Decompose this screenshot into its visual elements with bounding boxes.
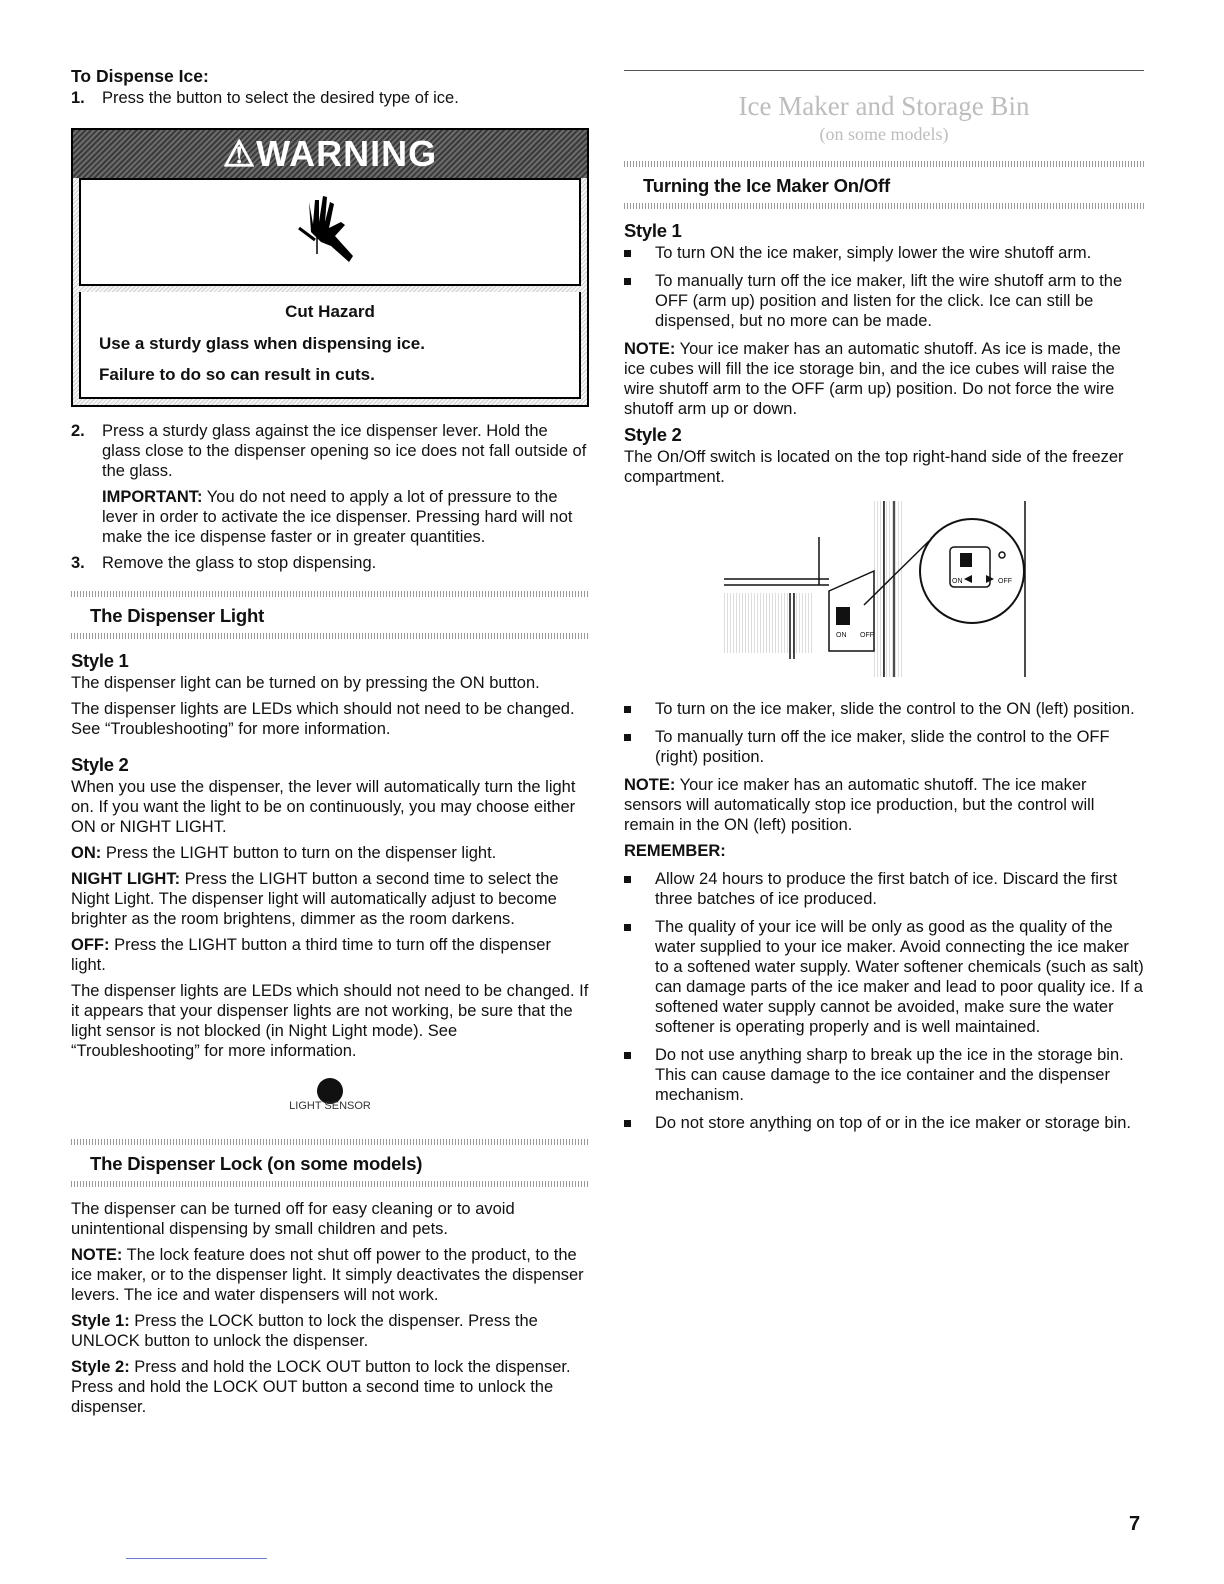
paragraph: When you use the dispenser, the lever will automatically turn the light on. If you want the light to be on continuously, you may choose either ON or NIGHT LIGHT.	[71, 778, 576, 836]
note-text: Your ice maker has an automatic shutoff. As ice is made, the ice cubes will fill the ice storage bin, and the ice cubes will raise the wire shutoff arm to the OFF (arm up) position. Do not force the wire shutoff arm up or down.	[624, 340, 1121, 418]
paragraph: The dispenser light can be turned on by pressing the ON button.	[71, 674, 540, 692]
bullet-square-icon	[624, 869, 655, 909]
warning-shaded-area	[73, 178, 587, 405]
note-label: NOTE:	[624, 340, 676, 358]
bullet-item	[624, 917, 1144, 1037]
hand-cut-icon	[295, 192, 365, 272]
warning-body	[79, 292, 581, 399]
bullet-text: To turn ON the ice maker, simply lower the wire shutoff arm.	[655, 244, 1092, 262]
style-1-label: Style 1:	[71, 1312, 130, 1330]
section-title: Turning the Ice Maker On/Off	[643, 175, 890, 196]
left-column	[71, 66, 589, 1423]
page-number: 7	[1129, 1513, 1141, 1535]
paragraph: The dispenser can be turned off for easy cleaning or to avoid unintentional dispensing by small children and pets.	[71, 1200, 515, 1238]
zoom-off-label: OFF	[998, 578, 1012, 585]
fig-on-label: ON	[836, 632, 847, 639]
light-sensor-icon	[285, 1069, 375, 1127]
on-paragraph	[71, 843, 589, 863]
style-2-heading: Style 2	[624, 424, 682, 445]
night-light-label: NIGHT LIGHT:	[71, 870, 181, 888]
important-label: IMPORTANT:	[102, 488, 203, 506]
bullet-item	[624, 869, 1144, 909]
important-text: You do not need to apply a lot of pressure to the lever in order to activate the ice dispenser. Pressing hard will not make the ice dispense faster or in greater quantities.	[102, 488, 573, 546]
section-title: The Dispenser Light	[90, 605, 265, 626]
step-text: Press a sturdy glass against the ice dispenser lever. Hold the glass close to the dispenser opening so ice does not fall outside of the glass.	[102, 422, 587, 480]
bullet-text: To turn on the ice maker, slide the control to the ON (left) position.	[655, 700, 1135, 718]
bullet-square-icon	[624, 699, 655, 719]
ice-maker-subtitle: (on some models)	[819, 124, 949, 144]
warning-hazard: Cut Hazard	[285, 302, 375, 321]
off-paragraph	[71, 935, 589, 975]
bullet-square-icon	[624, 727, 655, 767]
ice-maker-switch-diagram	[724, 501, 1044, 681]
note-text: The lock feature does not shut off power to the product, to the ice maker, or to the dispenser light. It simply deactivates the dispenser levers. The ice and water dispensers will not work.	[71, 1246, 584, 1304]
lock-style-2	[71, 1357, 589, 1417]
bullet-text: Do not store anything on top of or in the ice maker or storage bin.	[655, 1114, 1132, 1132]
warning-line-1: Use a sturdy glass when dispensing ice.	[99, 334, 425, 353]
ice-maker-section-header	[624, 161, 1144, 209]
on-text: Press the LIGHT button to turn on the dispenser light.	[101, 844, 497, 862]
warning-line-2: Failure to do so can result in cuts.	[99, 365, 375, 384]
paragraph: The On/Off switch is located on the top right-hand side of the freezer compartment.	[624, 448, 1124, 486]
step-text: Remove the glass to stop dispensing.	[102, 554, 377, 572]
lock-style-1	[71, 1311, 589, 1351]
footer-line	[126, 1558, 267, 1559]
style-2-text: Press and hold the LOCK OUT button to lock the dispenser. Press and hold the LOCK OUT button a second time to unlock the dispenser.	[71, 1358, 571, 1416]
warning-title: ⚠WARNING	[222, 133, 438, 174]
remember-heading: REMEMBER:	[624, 842, 726, 860]
bullet-square-icon	[624, 1113, 655, 1133]
step-number: 1.	[71, 89, 85, 107]
light-sensor-figure	[71, 1069, 589, 1127]
bullet-square-icon	[624, 917, 655, 1037]
step-number: 3.	[71, 554, 85, 572]
bullet-item	[624, 243, 1144, 263]
note-1	[624, 339, 1144, 419]
warning-header	[73, 130, 587, 178]
style-1-text: Press the LOCK button to lock the dispenser. Press the UNLOCK button to unlock the dispenser.	[71, 1312, 538, 1350]
cut-hazard-icon	[79, 178, 581, 286]
bullet-square-icon	[624, 271, 655, 331]
paragraph: The dispenser lights are LEDs which should not need to be changed. See “Troubleshooting” for more information.	[71, 700, 575, 738]
step-1	[71, 88, 589, 108]
on-label: ON:	[71, 844, 102, 862]
top-rule	[624, 70, 1144, 71]
right-column	[624, 70, 1144, 1141]
note-text: Your ice maker has an automatic shutoff. The ice maker sensors will automatically stop ice production, but the control will remain in the ON (left) position.	[624, 776, 1095, 834]
bullet-item	[624, 271, 1144, 331]
bullet-text: To manually turn off the ice maker, lift the wire shutoff arm to the OFF (arm up) position and listen for the click. Ice can still be dispensed, but no more can be made.	[655, 272, 1123, 330]
note-2	[624, 775, 1144, 835]
bullet-item	[624, 727, 1144, 767]
ice-maker-switch-figure	[624, 501, 1144, 681]
light-sensor-label: LIGHT SENSOR	[289, 1100, 371, 1112]
bullet-square-icon	[624, 1045, 655, 1105]
bullet-item	[624, 1045, 1144, 1105]
step-2	[71, 421, 589, 481]
dispenser-light-section-header	[71, 591, 589, 639]
off-text: Press the LIGHT button a third time to turn off the dispenser light.	[71, 936, 551, 974]
important-note	[71, 487, 589, 547]
bullet-text: The quality of your ice will be only as good as the quality of the water supplied to your ice maker. Avoid connecting the ice maker to a softened water supply. Water softener chemicals (such as salt) can damage parts of the ice maker and lead to poor quality ice. If a softened water supply cannot be avoided, make sure the water softener is operating properly and is well maintained.	[655, 918, 1144, 1036]
off-label: OFF:	[71, 936, 110, 954]
step-text: Press the button to select the desired type of ice.	[102, 89, 459, 107]
note-label: NOTE:	[624, 776, 676, 794]
fig-off-label: OFF	[860, 632, 874, 639]
bullet-text: To manually turn off the ice maker, slide the control to the OFF (right) position.	[655, 728, 1110, 766]
bullet-square-icon	[624, 243, 655, 263]
warning-box	[71, 128, 589, 407]
night-light-text: Press the LIGHT button a second time to select the Night Light. The dispenser light will automatically adjust to become brighter as the room brightens, dimmer as the room darkens.	[71, 870, 559, 928]
step-number: 2.	[71, 422, 85, 440]
bullet-item	[624, 699, 1144, 719]
zoom-on-label: ON	[952, 578, 963, 585]
style-2-heading: Style 2	[71, 754, 129, 775]
bullet-text: Allow 24 hours to produce the first batch of ice. Discard the first three batches of ice produced.	[655, 870, 1118, 908]
dispense-ice-heading: To Dispense Ice:	[71, 66, 209, 86]
bullet-text: Do not use anything sharp to break up the ice in the storage bin. This can cause damage to the ice container and the dispenser mechanism.	[655, 1046, 1124, 1104]
style-1-heading: Style 1	[71, 650, 129, 671]
bullet-item	[624, 1113, 1144, 1133]
note-label: NOTE:	[71, 1246, 123, 1264]
night-light-paragraph	[71, 869, 589, 929]
section-title: The Dispenser Lock (on some models)	[90, 1153, 423, 1174]
paragraph: The dispenser lights are LEDs which should not need to be changed. If it appears that your dispenser lights are not working, be sure that the light sensor is not blocked (in Night Light mode). See “Troubleshooting” for more information.	[71, 982, 589, 1060]
style-2-label: Style 2:	[71, 1358, 130, 1376]
style-1-heading: Style 1	[624, 220, 682, 241]
lock-note	[71, 1245, 589, 1305]
step-3	[71, 553, 589, 573]
dispenser-lock-section-header	[71, 1139, 589, 1187]
ice-maker-title: Ice Maker and Storage Bin	[738, 91, 1030, 121]
